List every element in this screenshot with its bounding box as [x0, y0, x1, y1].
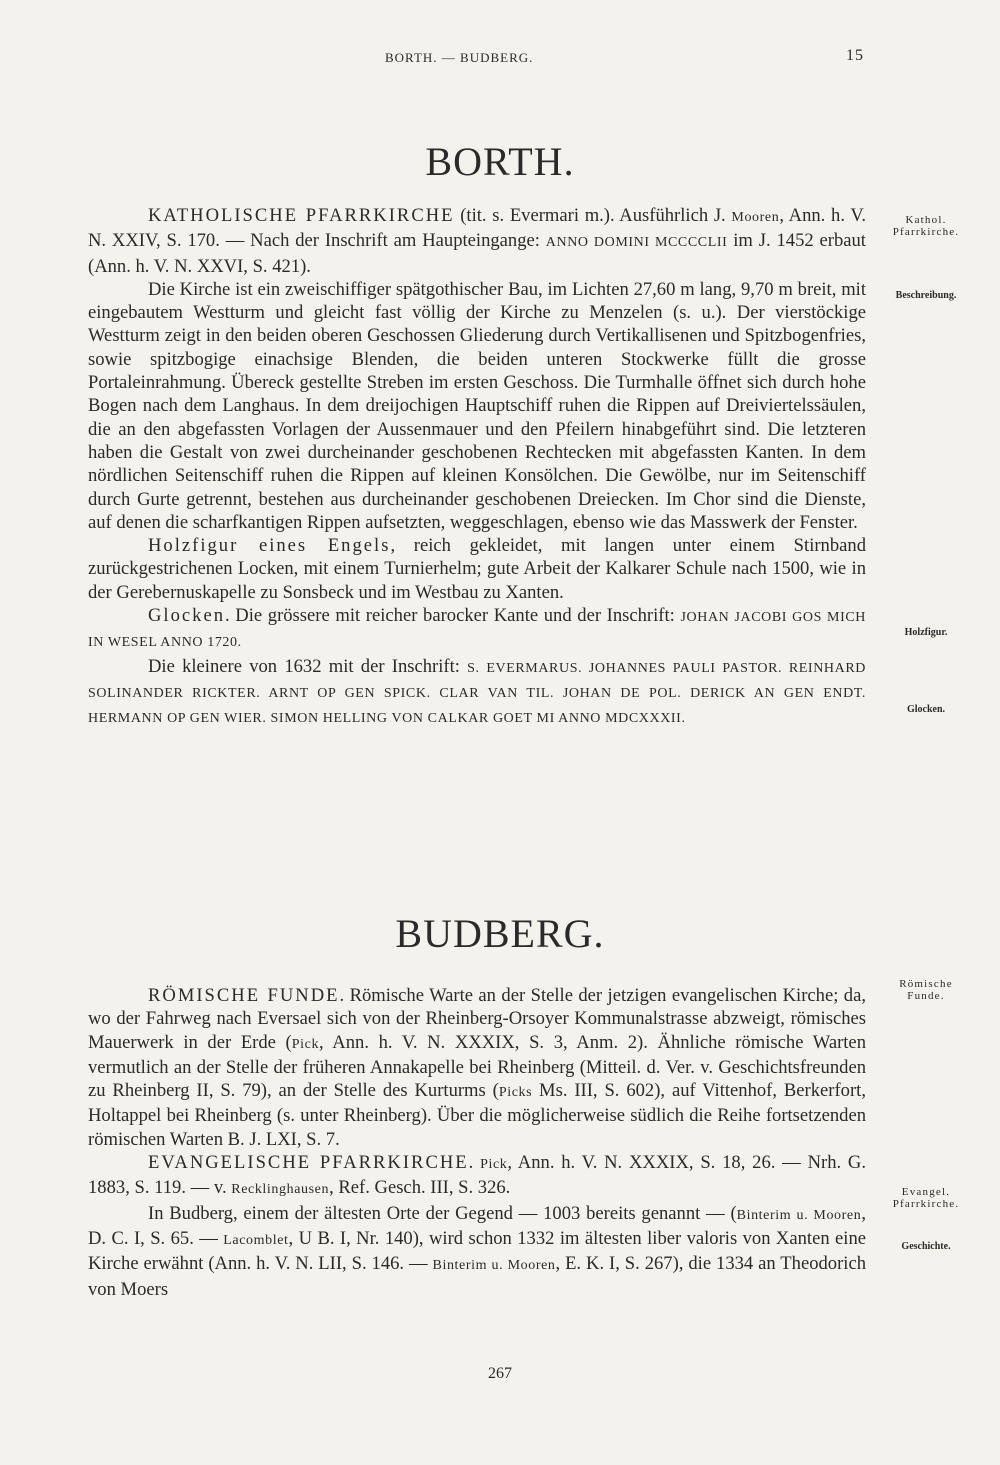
- margin-note-geschichte: Geschichte.: [901, 1241, 951, 1252]
- page-number: 15: [846, 47, 864, 64]
- budberg-paragraph-3: In Budberg, einem der ältesten Orte der Gegend — 1003 bereits genannt — (Binterim u. Mooren, D. C. I, S. 65. — Lacomblet, U B. I, Nr. 140), wird schon 1332 im ältesten liber valoris von Xanten eine Kirche erwähnt (Ann. h. V. N. LII, S. 146. — Binterim u. Mooren, E. K. I, S. 267), die 1334 an Theodorich von Moers: [88, 1202, 866, 1300]
- inscription: S. EVERMARUS. JOHANNES PAULI PASTOR. REINHARD SOLINANDER RICKTER. ARNT OP GEN SPICK. CLAR VAN TIL. JOHAN DE POL. DERICK AN GEN ENDT. HERMANN OP GEN WIER. SIMON HELLING VON CALKAR GOET MI ANNO MDCXXXII.: [88, 660, 866, 727]
- inscription: JOHAN JACOBI GOS MICH IN WESEL ANNO 1720.: [88, 610, 867, 651]
- author-name: Picks: [498, 1085, 533, 1101]
- borth-body: [88, 204, 866, 731]
- borth-paragraph-3: Holzfigur eines Engels, reich gekleidet, mit langen unter einem Stirnband zurückgestrichenen Locken, mit einem Turnierhelm; gute Arbeit der Kalkarer Schule nach 1500, wie in der Gerebernuskapelle zu Sonsbeck und im Westbau zu Xanten.: [88, 535, 866, 603]
- margin-note-evangel: Evangel. Pfarrkirche.: [892, 1186, 960, 1210]
- borth-paragraph-4: Glocken. Die grössere mit reicher barocker Kante und der Inschrift: JOHAN JACOBI GOS MICH IN WESEL ANNO 1720.: [88, 605, 867, 651]
- signature-number: 267: [488, 1365, 512, 1382]
- margin-note-glocken: Glocken.: [906, 704, 946, 715]
- margin-note-kathol: Kathol. Pfarrkirche.: [892, 214, 960, 238]
- author-name: Pick: [291, 1036, 320, 1052]
- author-name: Binterim u. Mooren: [432, 1258, 556, 1274]
- margin-note-holzfigur: Holzfigur.: [904, 627, 948, 638]
- budberg-paragraph-2: EVANGELISCHE PFARRKIRCHE. Pick, Ann. h. V. N. XXXIX, S. 18, 26. — Nrh. G. 1883, S. 119. — v. Recklinghausen, Ref. Gesch. III, S. 326.: [88, 1152, 867, 1199]
- author-name: Binterim u. Mooren: [736, 1207, 862, 1223]
- borth-paragraph-5: Die kleinere von 1632 mit der Inschrift: S. EVERMARUS. JOHANNES PAULI PASTOR. REINHARD SOLINANDER RICKTER. ARNT OP GEN SPICK. CLAR VAN TIL. JOHAN DE POL. DERICK AN GEN ENDT. HERMANN OP GEN WIER. SIMON HELLING VON CALKAR GOET MI ANNO MDCXXXII.: [88, 655, 866, 727]
- budberg-p2-lead: EVANGELISCHE PFARRKIRCHE: [148, 1152, 469, 1174]
- author-name: Pick: [480, 1157, 508, 1173]
- inscription: ANNO DOMINI MCCCCLII: [545, 235, 728, 251]
- heading-budberg: BUDBERG.: [395, 911, 605, 956]
- running-title: BORTH. — BUDBERG.: [385, 50, 534, 65]
- budberg-p1-lead: RÖMISCHE FUNDE: [148, 985, 340, 1006]
- budberg-body: [88, 984, 866, 1301]
- borth-p1-lead: KATHOLISCHE PFARRKIRCHE: [148, 205, 455, 226]
- author-name: Recklinghausen: [231, 1182, 330, 1198]
- borth-paragraph-1: KATHOLISCHE PFARRKIRCHE (tit. s. Evermari m.). Ausführlich J. Mooren, Ann. h. V. N. XXIV, S. 170. — Nach der Inschrift am Haupteingange: ANNO DOMINI MCCCCLII im J. 1452 erbaut (Ann. h. V. N. XXVI, S. 421).: [88, 205, 866, 277]
- author-name: Mooren: [731, 210, 780, 225]
- borth-p4-lead: Glocken: [148, 605, 225, 627]
- borth-p3-lead: Holzfigur eines Engels: [148, 535, 391, 557]
- margin-note-roemische-funde: Römische Funde.: [899, 978, 953, 1002]
- margin-note-beschreibung: Beschreibung.: [895, 290, 957, 301]
- budberg-paragraph-1: RÖMISCHE FUNDE. Römische Warte an der Stelle der jetzigen evangelischen Kirche; da, wo der Fahrweg nach Eversael sich von der Rheinberg-Orsoyer Kommunalstrasse abzweigt, römisches Mauerwerk in der Erde (Pick, Ann. h. V. N. XXXIX, S. 3, Anm. 2). Ähnliche römische Warten vermutlich an der Stelle der früheren Annakapelle bei Rheinberg (Mitteil. d. Ver. v. Geschichtsfreunden zu Rheinberg II, S. 79), an der Stelle des Kurturms (Picks Ms. III, S. 602), auf Vittenhof, Berkerfort, Holtappel bei Rheinberg (s. unter Rheinberg). Über die möglicherweise südlich die Reihe fortsetzenden römischen Warten B. J. LXI, S. 7.: [88, 985, 866, 1150]
- author-name: Lacomblet: [223, 1232, 289, 1248]
- heading-borth: BORTH.: [425, 139, 575, 184]
- borth-paragraph-2: Die Kirche ist ein zweischiffiger spätgothischer Bau, im Lichten 27,60 m lang, 9,70 m breit, mit eingebautem Westturm und gleicht fast völlig der Kirche zu Menzelen (s. u.). Der vierstöckige Westturm zeigt in den beiden oberen Geschossen Gliederung durch Vertikallisenen und Spitzbogenfries, sowie spitzbogige einachsige Blenden, die beiden unteren Stockwerke füllt die grosse Portaleinrahmung. Übereck gestellte Streben im ersten Geschoss. Die Turmhalle öffnet sich durch hohe Bogen nach dem Langhaus. In dem dreijochigen Hauptschiff ruhen die Rippen auf Dreiviertelssäulen, die an den abgefassten Vorlagen der Aussenmauer und den Pfeilern hinabgeführt sind. Die letzteren haben die Gestalt von zwei durcheinander geschobenen Rechtecken mit abgefassten Kanten. In dem nördlichen Seitenschiff ruhen die Rippen auf kleinen Konsölchen. Die Gewölbe, nur im Seitenschiff durch Gurte getrennt, bestehen aus durcheinander geschobenen Dreiecken. Im Chor sind die Dienste, auf denen die scharfkantigen Rippen aufsetzten, weggeschlagen, ebenso wie das Masswerk der Fenster.: [88, 278, 866, 533]
